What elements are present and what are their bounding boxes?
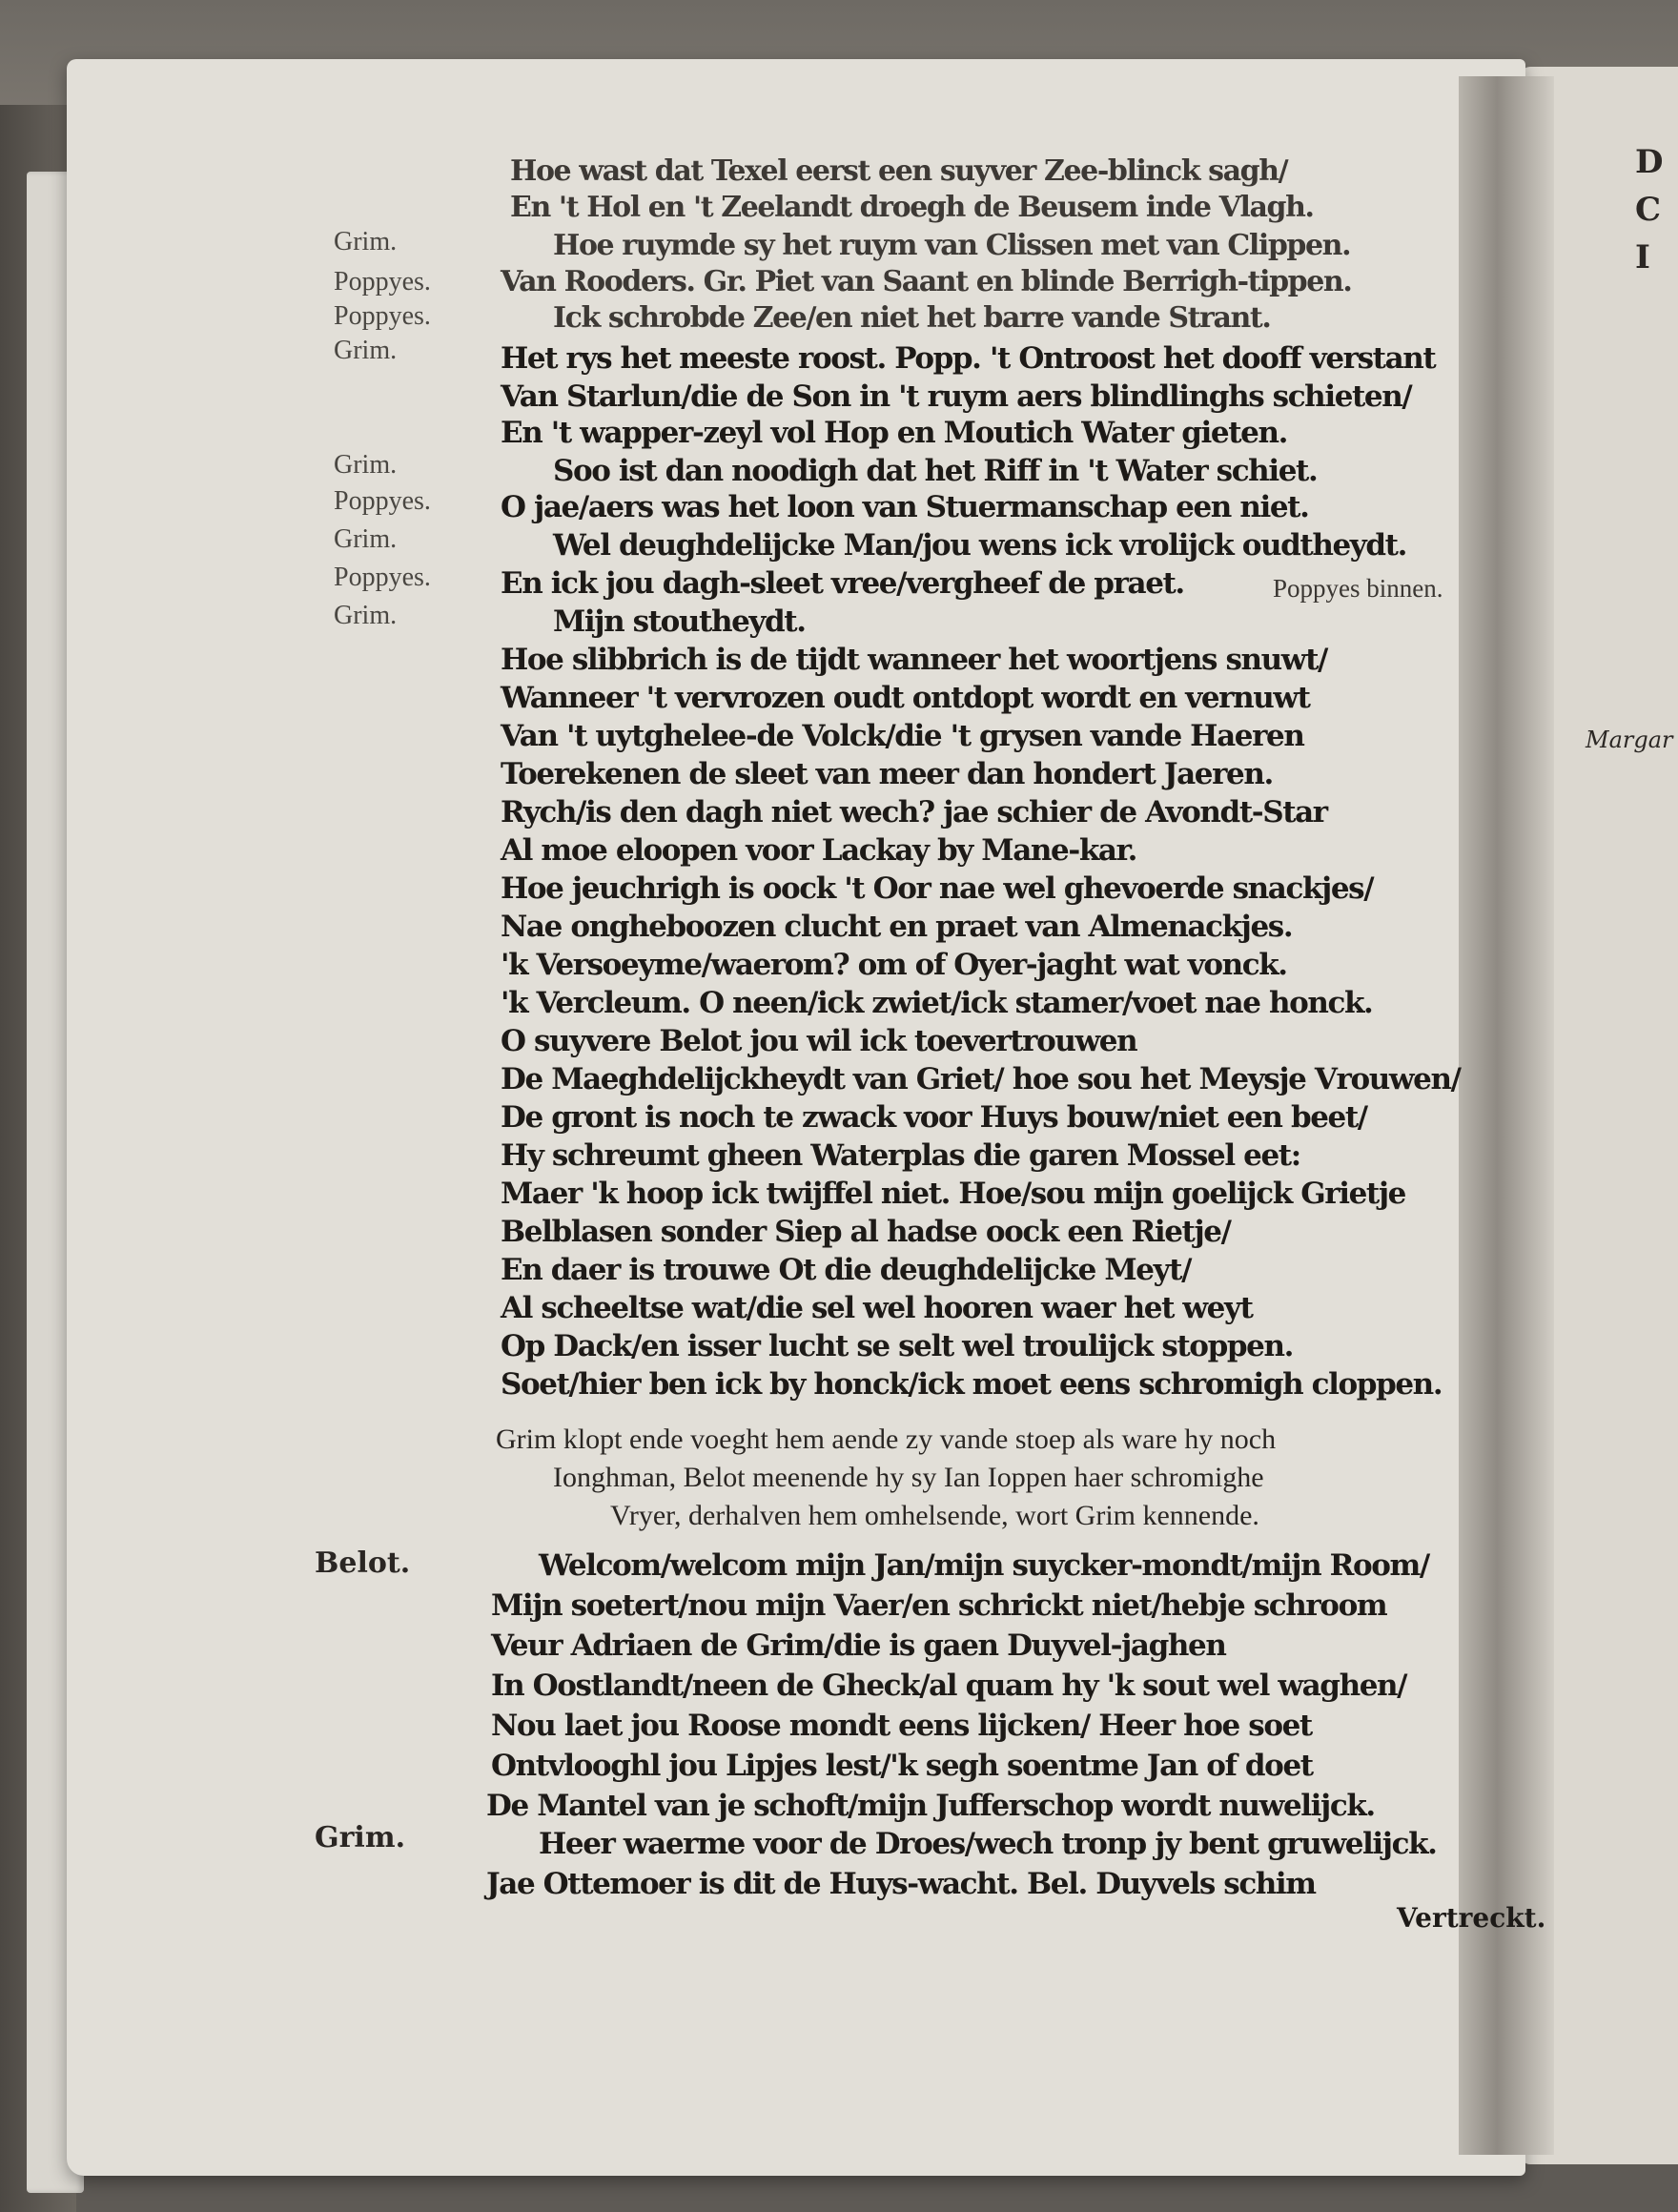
verse-line: Soet/hier ben ick by honck/ick moet eens schromigh cloppen. (501, 1367, 1443, 1402)
verse-line: Maer 'k hoop ick twijffel niet. Hoe/sou mijn goelijck Grietje (501, 1177, 1405, 1211)
speaker-name: Grim. (334, 601, 398, 630)
verse-line: De Mantel van je schoft/mijn Jufferschop wordt nuwelijck. (486, 1789, 1375, 1823)
verse-line: Hoe wast dat Texel eerst een suyver Zee-blinck sagh/ (510, 154, 1288, 188)
verse-line: Mijn soetert/nou mijn Vaer/en schrickt niet/hebje schroom (491, 1588, 1387, 1623)
speaker-name: Grim. (334, 450, 398, 480)
verse-line: En ick jou dagh-sleet vree/vergheef de praet. (501, 566, 1184, 601)
verse-line: Al moe eloopen voor Lackay by Mane-kar. (501, 833, 1137, 868)
verse-line: O suyvere Belot jou wil ick toevertrouwen (501, 1024, 1137, 1058)
speaker-name: Grim. (334, 227, 398, 256)
verse-line: Soo ist dan noodigh dat het Riff in 't Water schiet. (553, 454, 1318, 488)
stage-direction: Grim klopt ende voeght hem aende zy vande stoep als ware hy noch (496, 1423, 1277, 1455)
verse-line: Van Starlun/die de Son in 't ruym aers blindlinghs schieten/ (501, 379, 1412, 414)
verse-line: Jae Ottemoer is dit de Huys-wacht. Bel. Duyvels schim (486, 1867, 1316, 1901)
facing-page-glyph: D (1635, 143, 1664, 181)
verse-line: Heer waerme voor de Droes/wech tronp jy bent gruwelijck. (539, 1827, 1437, 1861)
speaker-name: Belot. (315, 1546, 411, 1580)
stage-direction: Ionghman, Belot meenende hy sy Ian Ioppen haer schromighe (553, 1462, 1264, 1493)
verse-line: Hoe jeuchrigh is oock 't Oor nae wel ghevoerde snackjes/ (501, 871, 1374, 906)
verse-line: Al scheeltse wat/die sel wel hooren waer het weyt (501, 1291, 1253, 1325)
verse-line: Rych/is den dagh niet wech? jae schier de Avondt-Star (501, 795, 1327, 830)
facing-page-speaker: Margar (1586, 727, 1673, 753)
exit-direction: Vertreckt. (1397, 1902, 1546, 1934)
verse-line: Wanneer 't vervrozen oudt ontdopt wordt en vernuwt (501, 681, 1310, 715)
verse-line: Belblasen sonder Siep al hadse oock een Rietje/ (501, 1215, 1231, 1249)
verse-line: De Maeghdelijckheydt van Griet/ hoe sou het Meysje Vrouwen/ (501, 1062, 1461, 1096)
verse-line: Hy schreumt gheen Waterplas die garen Mossel eet: (501, 1138, 1300, 1173)
stage-cue: Poppyes binnen. (1273, 574, 1443, 603)
speaker-name: Grim. (334, 336, 398, 365)
facing-page-glyph: I (1635, 238, 1650, 276)
verse-line: Hoe slibbrich is de tijdt wanneer het woortjens snuwt/ (501, 643, 1327, 677)
verse-line: Het rys het meeste roost. Popp. 't Ontroost het dooff verstant (501, 341, 1436, 376)
facing-page-glyph: C (1635, 191, 1662, 229)
verse-line: Van 't uytghelee-de Volck/die 't grysen vande Haeren (501, 719, 1304, 753)
verse-line: 'k Vercleum. O neen/ick zwiet/ick stamer/voet nae honck. (501, 986, 1373, 1020)
verse-line: Ick schrobde Zee/en niet het barre vande Strant. (553, 301, 1271, 335)
speaker-name: Grim. (334, 524, 398, 554)
verse-line: Nou laet jou Roose mondt eens lijcken/ Heer hoe soet (491, 1709, 1312, 1743)
verse-line: Hoe ruymde sy het ruym van Clissen met van Clippen. (553, 229, 1351, 262)
verse-line: Ontvlooghl jou Lipjes lest/'k segh soentme Jan of doet (491, 1749, 1313, 1783)
verse-line: En daer is trouwe Ot die deughdelijcke Meyt/ (501, 1253, 1192, 1287)
speaker-name: Poppyes. (334, 267, 431, 297)
speaker-name: Grim. (315, 1821, 406, 1854)
verse-line: De gront is noch te zwack voor Huys bouw/niet een beet/ (501, 1100, 1367, 1135)
verse-line: Nae ongheboozen clucht en praet van Almenackjes. (501, 910, 1293, 944)
verse-line: Toerekenen de sleet van meer dan hondert Jaeren. (501, 757, 1273, 791)
verse-line: In Oostlandt/neen de Gheck/al quam hy 'k sout wel waghen/ (491, 1669, 1407, 1703)
verse-line: Van Rooders. Gr. Piet van Saant en blinde Berrigh-tippen. (501, 265, 1352, 298)
speaker-name: Poppyes. (334, 486, 431, 516)
speaker-name: Poppyes. (334, 301, 431, 331)
verse-line: Veur Adriaen de Grim/die is gaen Duyvel-jaghen (491, 1628, 1226, 1663)
verse-line: O jae/aers was het loon van Stuermanschap een niet. (501, 490, 1309, 524)
verse-line: En 't Hol en 't Zeelandt droegh de Beusem inde Vlagh. (510, 191, 1314, 224)
verse-line: Welcom/welcom mijn Jan/mijn suycker-mondt/mijn Room/ (539, 1548, 1429, 1583)
verse-line: Mijn stoutheydt. (553, 604, 806, 639)
stage-direction: Vryer, derhalven hem omhelsende, wort Grim kennende. (610, 1500, 1259, 1531)
verse-line: Op Dack/en isser lucht se selt wel troulijck stoppen. (501, 1329, 1293, 1363)
verse-line: Wel deughdelijcke Man/jou wens ick vrolijck oudtheydt. (553, 528, 1406, 563)
verse-line: 'k Versoeyme/waerom? om of Oyer-jaght wat vonck. (501, 948, 1287, 982)
speaker-name: Poppyes. (334, 563, 431, 592)
verse-line: En 't wapper-zeyl vol Hop en Moutich Water gieten. (501, 416, 1288, 450)
